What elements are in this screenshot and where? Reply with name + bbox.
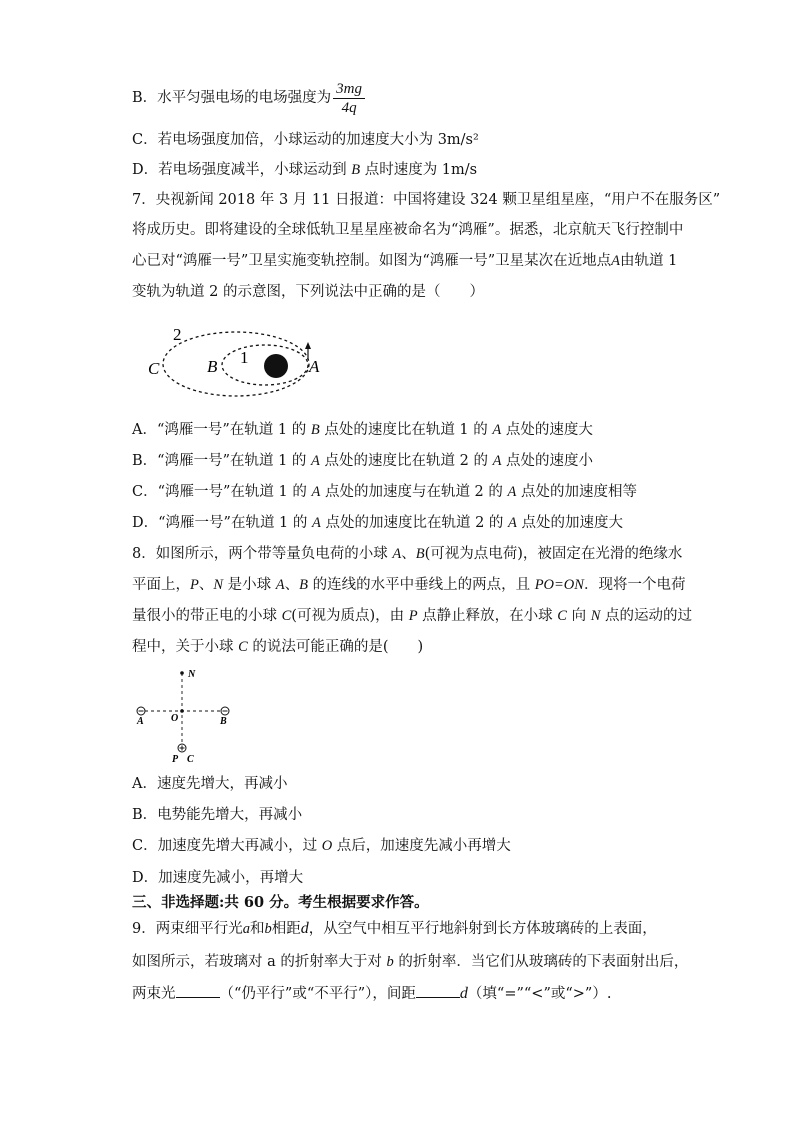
text: 点处的速度比在轨道 1 的 [319, 422, 493, 438]
var: N [590, 608, 601, 624]
text: 点处的加速度相等 [516, 484, 637, 500]
text: 点处的速度大 [501, 422, 593, 438]
text: 点处的速度比在轨道 2 的 [319, 453, 493, 469]
text: 和 [249, 921, 265, 937]
text: 相距 [271, 921, 301, 937]
section-heading: 三、非选择题:共 60 分。考生根据要求作答。 [132, 894, 429, 911]
text: 的说法可能正确的是( ) [247, 639, 424, 655]
label-O: O [171, 713, 179, 724]
q9-line2 [132, 952, 688, 972]
text: 如图所示，若玻璃对 a 的折射率大于对 [132, 954, 387, 970]
label-N: N [188, 669, 196, 680]
q7-stem-line4: 变轨为轨道 2 的示意图，下列说法中正确的是（ ） [132, 284, 484, 300]
var: d [459, 985, 468, 1002]
var: A [508, 515, 517, 531]
text: ．现将一个电荷 [583, 577, 686, 593]
var: O [321, 838, 333, 854]
text: 的连线的水平中垂线上的两点，且 [307, 577, 535, 593]
arrow-head [305, 342, 311, 349]
q6-option-d-text: 点时速度为 1m/s [360, 162, 478, 178]
text: 点处的速度小 [501, 453, 594, 469]
text: 8．如图所示，两个带等量负电荷的小球 [132, 546, 393, 562]
text: 、 [284, 577, 300, 593]
q7-stem-line3 [132, 251, 677, 271]
text: 点静止释放，在小球 [417, 608, 558, 624]
var: A [492, 422, 502, 438]
text: 程中，关于小球 [132, 639, 239, 655]
text: 点的运动的过 [600, 608, 692, 624]
label-orbit2: 2 [173, 325, 182, 344]
var: A [312, 515, 321, 531]
var: PO=ON [534, 577, 584, 593]
var: P [408, 608, 418, 624]
q8-charge-figure [130, 664, 240, 768]
text: （“仍平行”或“不平行”），间距 [219, 986, 416, 1002]
text: 量很小的带正电的小球 [132, 608, 282, 624]
q8-option-b: B．电势能先增大，再减小 [132, 807, 303, 823]
label-B: B [220, 716, 227, 727]
label-P: P [172, 754, 179, 765]
text: 向 [566, 608, 591, 624]
label-A: A [309, 357, 320, 376]
text: ，从空气中相互平行地斜射到长方体玻璃砖的上表面， [308, 921, 657, 937]
var: A [392, 546, 402, 562]
point-N [180, 671, 184, 675]
q6-option-c: C．若电场强度加倍，小球运动的加速度大小为 3m/s² [132, 132, 479, 148]
var: C [557, 608, 567, 624]
q8-option-a: A．速度先增大，再减小 [132, 776, 288, 792]
fraction-numerator: 3mg [333, 80, 365, 99]
text: 是小球 [223, 577, 276, 593]
var: A [611, 253, 621, 269]
var: A [275, 577, 285, 593]
q6-option-d [132, 160, 477, 180]
q7-stem-line1: 7．央视新闻 2018 年 3 月 11 日报道：中国将建设 324 颗卫星组星座，“用户不在服务区” [132, 192, 721, 208]
text: 点处的加速度比在轨道 2 的 [320, 515, 509, 531]
q7-option-c [132, 482, 637, 502]
var: B [351, 162, 361, 178]
label-orbit1: 1 [240, 348, 249, 367]
q8-stem-line1 [132, 544, 682, 564]
q8-option-c [132, 836, 511, 856]
text: 9．两束细平行光 [132, 921, 243, 937]
answer-blank-2[interactable] [416, 983, 460, 998]
label-B: B [207, 357, 218, 376]
text: 心已对“鸿雁一号”卫星实施变轨控制。如图为“鸿雁一号”卫星某次在近地点 [132, 253, 612, 269]
q7-option-d [132, 513, 623, 533]
text: (可视为点电荷)，被固定在光滑的绝缘水 [424, 546, 683, 562]
text: (可视为质点)，由 [291, 608, 409, 624]
text: A．“鸿雁一号”在轨道 1 的 [132, 422, 311, 438]
var: A [507, 484, 517, 500]
text: 两束光 [132, 986, 176, 1002]
text: B．“鸿雁一号”在轨道 1 的 [132, 453, 312, 469]
q6-fraction [333, 80, 365, 117]
point-O [180, 709, 184, 713]
var: P [190, 577, 199, 593]
text: 平面上， [132, 577, 190, 593]
var: A [311, 484, 321, 500]
text: C．加速度先增大再减小，过 [132, 838, 322, 854]
text: 由轨道 1 [620, 253, 678, 269]
text: （填“=”“<”或“>”）. [467, 986, 612, 1002]
q7-orbit-figure [140, 322, 340, 402]
label-A: A [137, 716, 144, 727]
var: B [415, 546, 425, 562]
text: 点后，加速度先减小再增大 [332, 838, 511, 854]
q8-stem-line4 [132, 637, 423, 657]
var: d [300, 920, 309, 937]
text: D．“鸿雁一号”在轨道 1 的 [132, 515, 313, 531]
answer-blank-1[interactable] [176, 983, 220, 998]
text: 的折射率．当它们从玻璃砖的下表面射出后， [393, 954, 689, 970]
label-C: C [187, 754, 194, 765]
q7-stem-line2: 将成历史。即将建设的全球低轨卫星星座被命名为“鸿雁”。据悉，北京航天飞行控制中 [132, 222, 684, 238]
var: b [264, 921, 272, 937]
var: C [238, 639, 248, 655]
q6-option-d-text: D．若电场强度减半，小球运动到 [132, 162, 352, 178]
var: B [299, 577, 308, 593]
q7-option-a [132, 420, 593, 440]
var: N [213, 577, 224, 593]
label-C: C [148, 359, 160, 378]
var: B [310, 422, 320, 438]
text: 点处的加速度与在轨道 2 的 [320, 484, 508, 500]
q8-stem-line2 [132, 575, 685, 595]
text: 点处的加速度大 [516, 515, 624, 531]
q6-option-b [132, 78, 365, 118]
fraction-denominator: 4q [341, 99, 357, 116]
earth [264, 354, 288, 378]
text: 、 [401, 546, 416, 562]
q8-stem-line3 [132, 606, 692, 626]
var: a [242, 921, 250, 937]
q6-option-b-text: B．水平匀强电场的电场强度为 [132, 90, 332, 106]
q9-line1 [132, 919, 657, 939]
var: C [281, 608, 292, 624]
text: C．“鸿雁一号”在轨道 1 的 [132, 484, 312, 500]
var: A [492, 453, 502, 469]
text: 、 [198, 577, 214, 593]
q7-option-b [132, 451, 593, 471]
var: A [311, 453, 320, 469]
q9-line3 [132, 983, 611, 1004]
q8-option-d: D．加速度先减小，再增大 [132, 870, 304, 886]
var: b [386, 954, 394, 970]
